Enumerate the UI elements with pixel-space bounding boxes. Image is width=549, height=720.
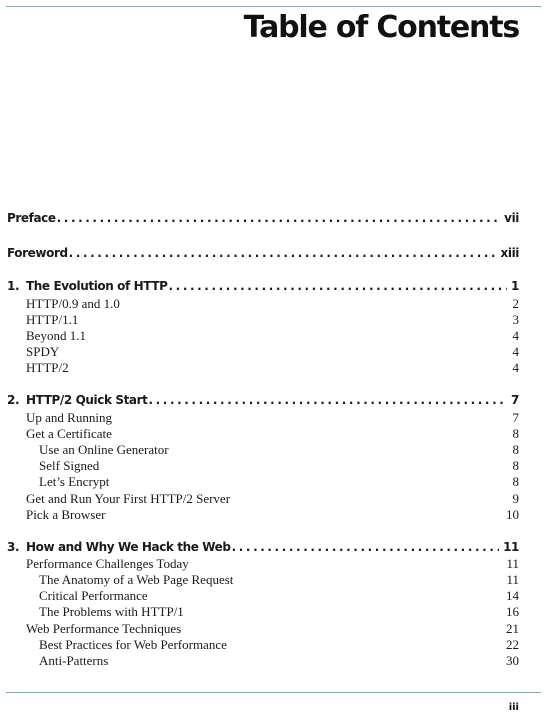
section-title: Get and Run Your First HTTP/2 Server: [26, 491, 231, 506]
toc-section[interactable]: [26, 327, 519, 344]
toc-page-number: 11: [506, 572, 519, 587]
section-title: Web Performance Techniques: [26, 621, 182, 636]
toc-section[interactable]: [26, 359, 519, 376]
toc-page-number: 4: [512, 344, 519, 359]
toc-page-number: 2: [512, 296, 519, 311]
toc-section[interactable]: [26, 490, 519, 507]
toc-page-number: 1: [511, 279, 519, 293]
toc-page-number: 4: [512, 360, 519, 375]
subsection-title: Critical Performance: [39, 588, 148, 603]
toc-subsection[interactable]: [39, 571, 519, 588]
toc-page-number: 8: [512, 426, 519, 441]
toc-section[interactable]: [26, 311, 519, 328]
section-title: Up and Running: [26, 410, 112, 425]
subsection-title: Let’s Encrypt: [39, 474, 110, 489]
toc-entry-preface[interactable]: [7, 210, 519, 227]
toc-chapter-2[interactable]: [7, 392, 519, 409]
section-title: SPDY: [26, 344, 60, 359]
toc-subsection[interactable]: [39, 652, 519, 669]
toc-subsection[interactable]: [39, 636, 519, 653]
page-title: Table of Contents: [243, 10, 519, 45]
toc-section[interactable]: [26, 343, 519, 360]
chapter-title: The Evolution of HTTP: [26, 279, 168, 293]
toc-page-number: 11: [503, 540, 519, 554]
toc-page-number: 8: [512, 442, 519, 457]
toc-page-number: xiii: [500, 246, 519, 260]
bottom-rule: [6, 692, 541, 693]
subsection-title: Self Signed: [39, 458, 100, 473]
dot-leader: [232, 539, 499, 556]
section-title: HTTP/2: [26, 360, 69, 375]
toc-page-number: 4: [512, 328, 519, 343]
dot-leader: [69, 245, 497, 262]
chapter-number: 2.: [7, 393, 20, 407]
toc-page-number: 22: [506, 637, 519, 652]
toc-page-number: 9: [512, 491, 519, 506]
toc-entry-foreword[interactable]: [7, 245, 519, 262]
toc-page-number: 3: [512, 312, 519, 327]
subsection-title: Anti-Patterns: [39, 653, 109, 668]
dot-leader: [169, 278, 508, 295]
page-folio: iii: [508, 702, 519, 713]
section-title: HTTP/0.9 and 1.0: [26, 296, 120, 311]
section-title: Beyond 1.1: [26, 328, 86, 343]
toc-chapter-1[interactable]: [7, 278, 519, 295]
toc-subsection[interactable]: [39, 603, 519, 620]
toc-page-number: 8: [512, 458, 519, 473]
toc-entry-label: Foreword: [7, 246, 68, 260]
chapter-number: 3.: [7, 540, 20, 554]
toc-section[interactable]: [26, 425, 519, 442]
toc-page-number: 8: [512, 474, 519, 489]
section-title: Pick a Browser: [26, 507, 106, 522]
toc-subsection[interactable]: [39, 587, 519, 604]
subsection-title: The Anatomy of a Web Page Request: [39, 572, 234, 587]
toc-page-number: 10: [506, 507, 519, 522]
subsection-title: Use an Online Generator: [39, 442, 169, 457]
toc-chapter-3[interactable]: [7, 539, 519, 556]
toc-page-number: 21: [506, 621, 519, 636]
subsection-title: Best Practices for Web Performance: [39, 637, 227, 652]
toc-page-number: 30: [506, 653, 519, 668]
toc-section[interactable]: [26, 506, 519, 523]
chapter-number: 1.: [7, 279, 20, 293]
toc-page-number: vii: [504, 211, 519, 225]
toc-page-number: 7: [512, 410, 519, 425]
dot-leader: [57, 210, 501, 227]
toc-entry-label: Preface: [7, 211, 56, 225]
toc-subsection[interactable]: [39, 473, 519, 490]
toc-section[interactable]: [26, 620, 519, 637]
toc-subsection[interactable]: [39, 441, 519, 458]
dot-leader: [148, 392, 507, 409]
toc-subsection[interactable]: [39, 457, 519, 474]
toc-page-number: 16: [506, 604, 519, 619]
toc-section[interactable]: [26, 295, 519, 312]
section-title: HTTP/1.1: [26, 312, 79, 327]
subsection-title: The Problems with HTTP/1: [39, 604, 184, 619]
chapter-title: How and Why We Hack the Web: [26, 540, 231, 554]
chapter-title: HTTP/2 Quick Start: [26, 393, 148, 407]
section-title: Performance Challenges Today: [26, 556, 189, 571]
toc-section[interactable]: [26, 555, 519, 572]
toc-section[interactable]: [26, 409, 519, 426]
toc-page-number: 11: [506, 556, 519, 571]
toc-page-number: 14: [506, 588, 519, 603]
section-title: Get a Certificate: [26, 426, 112, 441]
toc-page-number: 7: [511, 393, 519, 407]
